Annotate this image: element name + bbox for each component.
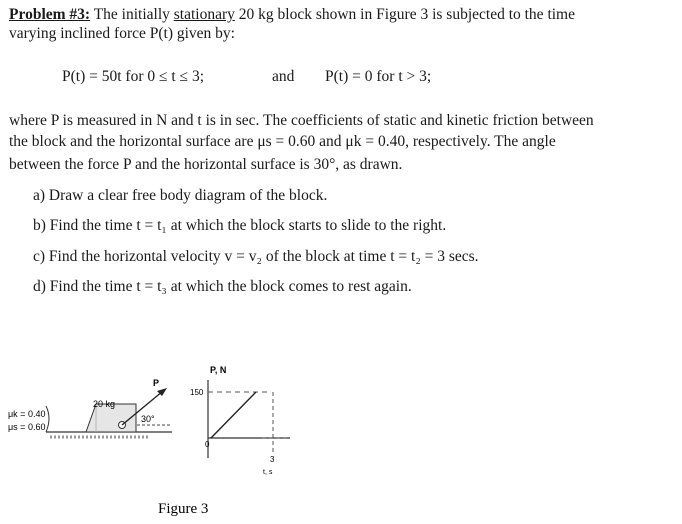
problem-intro: Problem #3: The initially stationary 20 kg block shown in Figure 3 is subjected to the time <box>9 6 575 23</box>
equation-part2: P(t) = 0 for t > 3; <box>325 68 432 85</box>
y-axis-label: P, N <box>210 365 227 375</box>
question-c: c) Find the horizontal velocity v = v₂ of the block at time t = t₂ = 3 secs. <box>33 248 479 265</box>
description-line1: where P is measured in N and t is in sec. The coefficients of static and kinetic friction between <box>9 112 594 129</box>
mass-label: 20 kg <box>93 399 116 409</box>
equation-and: and <box>272 68 295 85</box>
problem-intro-line2: varying inclined force P(t) given by: <box>9 25 235 42</box>
question-b: b) Find the time t = t₁ at which the block starts to slide to the right. <box>33 217 447 234</box>
problem-label: Problem #3: <box>9 6 91 23</box>
x-axis-label: t, s <box>263 469 273 476</box>
angle-label: 30° <box>141 414 155 424</box>
x-tick-3: 3 <box>270 455 275 464</box>
origin-label: 0 <box>205 440 210 449</box>
question-d: d) Find the time t = t₃ at which the block comes to rest again. <box>33 278 412 295</box>
y-tick-150: 150 <box>190 388 204 397</box>
description-line2: the block and the horizontal surface are μs = 0.60 and μk = 0.40, respectively. The angle <box>9 133 556 150</box>
stationary-word: stationary <box>173 6 235 23</box>
equation-part1: P(t) = 50t for 0 ≤ t ≤ 3; <box>62 68 204 85</box>
force-label: P <box>153 378 160 388</box>
mu-s-label: μs = 0.60 <box>8 422 46 432</box>
question-a: a) Draw a clear free body diagram of the block. <box>33 187 328 204</box>
load-ramp <box>211 392 256 438</box>
mu-k-label: μk = 0.40 <box>8 409 46 419</box>
figure-caption: Figure 3 <box>158 501 209 517</box>
description-line3: between the force P and the horizontal surface is 30°, as drawn. <box>9 156 403 173</box>
force-time-graph <box>208 380 290 458</box>
